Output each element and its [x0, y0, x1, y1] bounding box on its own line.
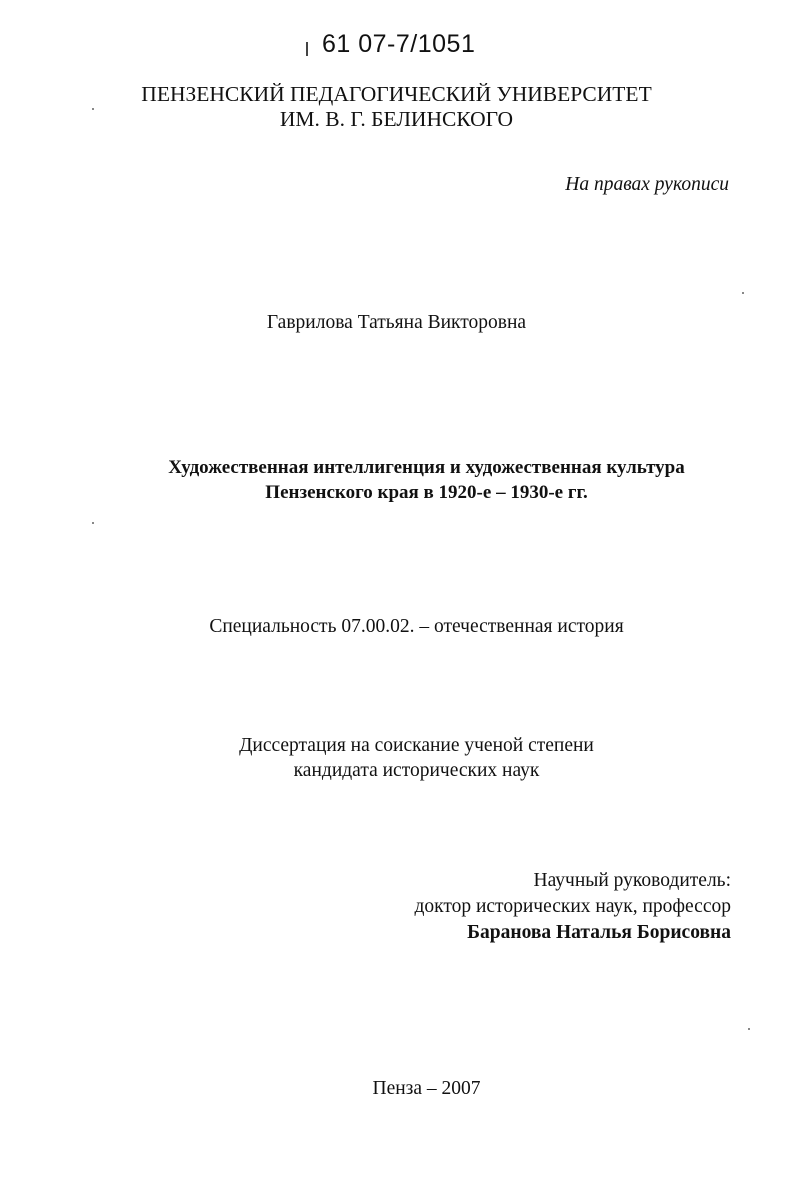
- specialty: Специальность 07.00.02. – отечественная история: [209, 616, 624, 637]
- university-header: [0, 82, 793, 132]
- university-name-line1: ПЕНЗЕНСКИЙ ПЕДАГОГИЧЕСКИЙ УНИВЕРСИТЕТ: [141, 82, 652, 106]
- archive-stamp: 61 07-7/1051: [322, 30, 476, 58]
- scan-speck: [92, 522, 94, 524]
- degree-line2: кандидата исторических наук: [293, 760, 540, 781]
- title-line1: Художественная интеллигенция и художественная культура: [168, 457, 685, 478]
- supervisor-block: [414, 868, 731, 946]
- scan-mark: [306, 42, 308, 56]
- supervisor-name: Баранова Наталья Борисовна: [467, 922, 731, 943]
- author-name: Гаврилова Татьяна Викторовна: [266, 312, 527, 333]
- scan-speck: [92, 108, 94, 110]
- dissertation-title: [30, 455, 793, 505]
- supervisor-credentials: доктор исторических наук, профессор: [414, 896, 731, 917]
- manuscript-rights-note: На правах рукописи: [565, 174, 729, 195]
- degree-line1: Диссертация на соискание ученой степени: [239, 735, 594, 756]
- title-line2: Пензенского края в 1920-е – 1930-е гг.: [265, 482, 588, 503]
- supervisor-label: Научный руководитель:: [533, 870, 731, 891]
- scan-speck: [742, 292, 744, 294]
- degree-statement: [20, 733, 793, 783]
- university-name-line2: ИМ. В. Г. БЕЛИНСКОГО: [279, 107, 514, 131]
- city-year: Пенза – 2007: [372, 1078, 481, 1099]
- scan-speck: [748, 1028, 750, 1030]
